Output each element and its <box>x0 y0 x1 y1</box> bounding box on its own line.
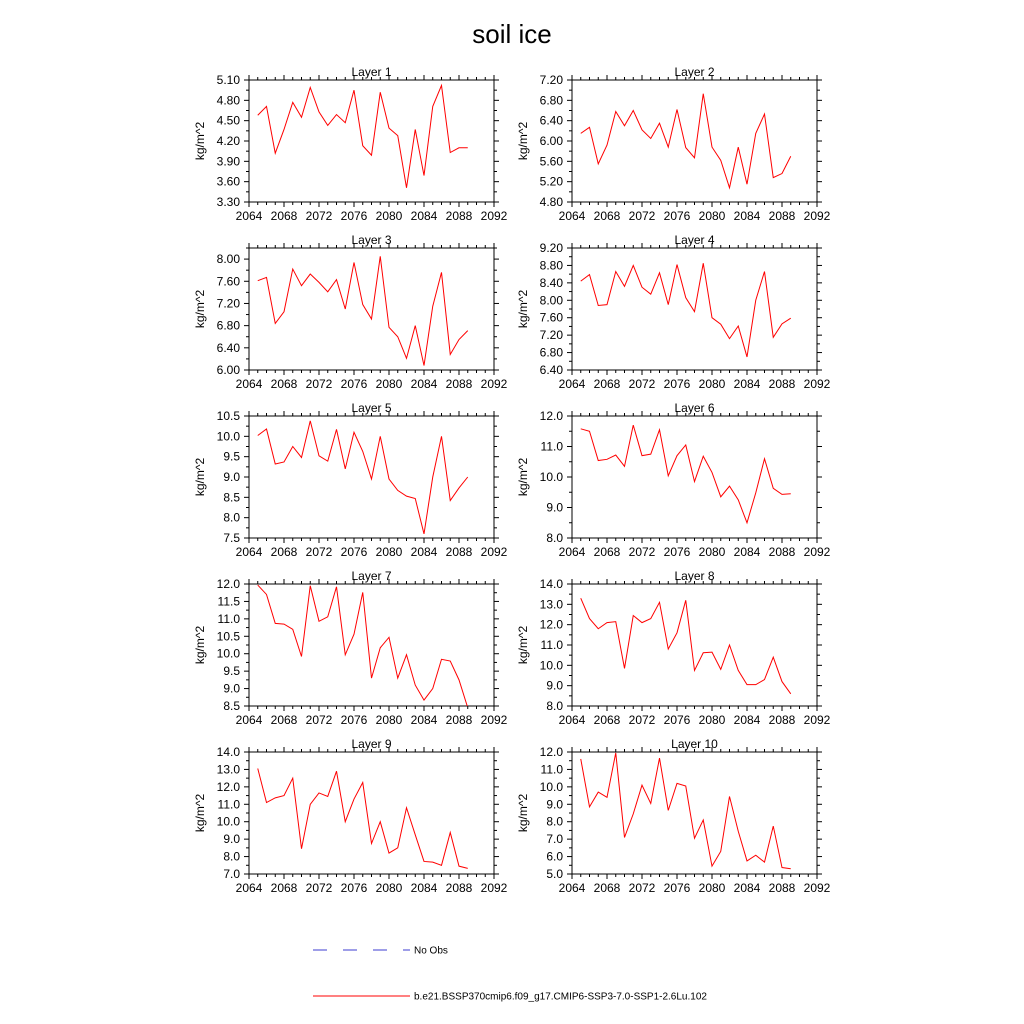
y-tick-label: 8.80 <box>539 258 563 273</box>
y-tick-label: 10.5 <box>216 409 240 423</box>
y-tick-label: 7.20 <box>539 73 563 87</box>
y-axis-label: kg/m^2 <box>516 289 530 329</box>
y-tick-label: 10.0 <box>216 646 240 661</box>
x-tick-label: 2084 <box>410 881 438 895</box>
x-tick-label: 2080 <box>375 545 403 559</box>
x-tick-label: 2088 <box>445 377 473 391</box>
x-tick-label: 2092 <box>480 713 508 727</box>
y-tick-label: 3.30 <box>216 195 240 209</box>
y-tick-label: 6.00 <box>539 134 563 148</box>
y-tick-label: 11.0 <box>217 797 240 812</box>
y-tick-label: 8.40 <box>539 275 563 290</box>
y-tick-label: 11.0 <box>217 611 240 626</box>
y-axis-label: kg/m^2 <box>193 625 207 665</box>
y-tick-label: 4.80 <box>539 195 563 209</box>
x-tick-label: 2072 <box>305 713 333 727</box>
x-tick-label: 2064 <box>235 545 263 559</box>
panel-title: Layer 10 <box>671 737 718 751</box>
x-tick-label: 2076 <box>340 881 368 895</box>
y-tick-label: 6.00 <box>216 363 240 377</box>
figure-title: soil ice <box>472 19 552 49</box>
y-tick-label: 8.0 <box>546 814 563 829</box>
y-tick-label: 6.0 <box>546 849 563 864</box>
y-tick-label: 8.00 <box>216 252 240 267</box>
y-axis-label: kg/m^2 <box>516 121 530 161</box>
x-tick-label: 2076 <box>663 209 691 223</box>
x-tick-label: 2072 <box>305 881 333 895</box>
y-tick-label: 8.0 <box>223 849 240 864</box>
y-tick-label: 7.60 <box>539 310 563 325</box>
y-tick-label: 12.0 <box>539 745 563 759</box>
y-tick-label: 13.0 <box>539 597 563 612</box>
y-axis-label: kg/m^2 <box>516 625 530 665</box>
x-tick-label: 2068 <box>270 377 298 391</box>
x-tick-label: 2068 <box>270 713 298 727</box>
panel-title: Layer 8 <box>674 569 715 583</box>
y-tick-label: 7.20 <box>539 328 563 343</box>
y-tick-label: 11.0 <box>540 439 563 454</box>
y-tick-label: 8.5 <box>223 699 240 713</box>
x-tick-label: 2084 <box>733 545 761 559</box>
x-tick-label: 2092 <box>480 545 508 559</box>
y-tick-label: 7.60 <box>216 274 240 289</box>
y-tick-label: 9.20 <box>539 241 563 255</box>
y-tick-label: 8.0 <box>546 699 563 713</box>
y-axis-label: kg/m^2 <box>193 457 207 497</box>
x-tick-label: 2076 <box>663 881 691 895</box>
legend-label-2: b.e21.BSSP370cmip6.f09_g17.CMIP6-SSP3-7.0-SSP1-2.6Lu.102 <box>414 991 707 1003</box>
y-tick-label: 12.0 <box>539 617 563 632</box>
x-tick-label: 2080 <box>698 545 726 559</box>
x-tick-label: 2068 <box>593 209 621 223</box>
y-tick-label: 5.10 <box>216 73 240 87</box>
panel-title: Layer 9 <box>351 737 392 751</box>
x-tick-label: 2068 <box>593 713 621 727</box>
x-tick-label: 2076 <box>663 713 691 727</box>
y-tick-label: 10.0 <box>539 470 563 484</box>
x-tick-label: 2064 <box>235 713 263 727</box>
y-tick-label: 9.0 <box>546 500 563 515</box>
x-tick-label: 2076 <box>663 545 691 559</box>
x-tick-label: 2076 <box>663 377 691 391</box>
y-tick-label: 3.90 <box>216 154 240 169</box>
y-tick-label: 5.20 <box>539 174 563 189</box>
y-tick-label: 5.60 <box>539 154 563 169</box>
x-tick-label: 2088 <box>445 209 473 223</box>
y-tick-label: 9.0 <box>546 797 563 812</box>
panel-title: Layer 5 <box>351 401 392 415</box>
x-tick-label: 2088 <box>768 545 796 559</box>
panel-title: Layer 2 <box>674 65 715 79</box>
y-tick-label: 13.0 <box>216 762 240 777</box>
x-tick-label: 2068 <box>593 377 621 391</box>
x-tick-label: 2076 <box>340 713 368 727</box>
y-tick-label: 4.80 <box>216 93 240 108</box>
x-tick-label: 2072 <box>628 209 656 223</box>
x-tick-label: 2092 <box>803 209 831 223</box>
y-axis-label: kg/m^2 <box>516 793 530 833</box>
x-tick-label: 2092 <box>803 713 831 727</box>
y-tick-label: 11.5 <box>217 594 240 609</box>
y-tick-label: 3.60 <box>216 174 240 189</box>
x-tick-label: 2080 <box>698 881 726 895</box>
y-tick-label: 9.5 <box>223 664 240 679</box>
x-tick-label: 2072 <box>628 881 656 895</box>
y-axis-label: kg/m^2 <box>193 793 207 833</box>
x-tick-label: 2092 <box>480 881 508 895</box>
x-tick-label: 2080 <box>375 881 403 895</box>
x-tick-label: 2064 <box>558 713 586 727</box>
x-tick-label: 2076 <box>340 545 368 559</box>
x-tick-label: 2068 <box>593 881 621 895</box>
y-tick-label: 6.40 <box>216 340 240 355</box>
x-tick-label: 2084 <box>733 209 761 223</box>
x-tick-label: 2068 <box>270 209 298 223</box>
x-tick-label: 2080 <box>375 377 403 391</box>
x-tick-label: 2092 <box>803 881 831 895</box>
y-tick-label: 8.00 <box>539 293 563 308</box>
y-tick-label: 9.0 <box>546 678 563 693</box>
y-tick-label: 4.20 <box>216 134 240 148</box>
x-tick-label: 2092 <box>480 377 508 391</box>
y-axis-label: kg/m^2 <box>193 121 207 161</box>
y-tick-label: 14.0 <box>216 745 240 759</box>
y-tick-label: 10.0 <box>539 779 563 794</box>
y-tick-label: 8.5 <box>223 490 240 505</box>
x-tick-label: 2088 <box>445 713 473 727</box>
y-tick-label: 10.0 <box>216 814 240 829</box>
x-tick-label: 2084 <box>733 713 761 727</box>
x-tick-label: 2088 <box>768 713 796 727</box>
x-tick-label: 2088 <box>768 209 796 223</box>
y-axis-label: kg/m^2 <box>516 457 530 497</box>
x-tick-label: 2084 <box>410 377 438 391</box>
x-tick-label: 2064 <box>235 881 263 895</box>
x-tick-label: 2064 <box>558 881 586 895</box>
y-tick-label: 6.40 <box>539 113 563 128</box>
y-tick-label: 6.80 <box>539 93 563 108</box>
x-tick-label: 2064 <box>558 377 586 391</box>
y-tick-label: 8.0 <box>223 510 240 525</box>
x-tick-label: 2080 <box>375 209 403 223</box>
y-tick-label: 12.0 <box>216 779 240 794</box>
x-tick-label: 2064 <box>558 209 586 223</box>
panel-title: Layer 3 <box>351 233 392 247</box>
x-tick-label: 2068 <box>270 545 298 559</box>
x-tick-label: 2080 <box>698 713 726 727</box>
x-tick-label: 2092 <box>480 209 508 223</box>
y-tick-label: 12.0 <box>216 577 240 591</box>
y-tick-label: 9.5 <box>223 449 240 464</box>
panel-title: Layer 4 <box>674 233 715 247</box>
y-tick-label: 7.20 <box>216 296 240 311</box>
y-tick-label: 14.0 <box>539 577 563 591</box>
legend-label-1: No Obs <box>414 945 448 957</box>
x-tick-label: 2092 <box>803 377 831 391</box>
y-axis-label: kg/m^2 <box>193 289 207 329</box>
x-tick-label: 2072 <box>305 209 333 223</box>
x-tick-label: 2088 <box>768 881 796 895</box>
x-tick-label: 2088 <box>445 881 473 895</box>
x-tick-label: 2064 <box>558 545 586 559</box>
y-tick-label: 10.0 <box>216 429 240 444</box>
x-tick-label: 2088 <box>768 377 796 391</box>
y-tick-label: 12.0 <box>539 409 563 423</box>
y-tick-label: 8.0 <box>546 531 563 545</box>
y-tick-label: 9.0 <box>223 681 240 696</box>
y-tick-label: 11.0 <box>540 762 563 777</box>
x-tick-label: 2080 <box>698 377 726 391</box>
y-tick-label: 9.0 <box>223 470 240 484</box>
panel-title: Layer 7 <box>351 569 392 583</box>
y-tick-label: 9.0 <box>223 832 240 847</box>
y-tick-label: 7.0 <box>223 867 240 881</box>
y-tick-label: 4.50 <box>216 113 240 128</box>
x-tick-label: 2084 <box>410 545 438 559</box>
x-tick-label: 2072 <box>628 545 656 559</box>
y-tick-label: 10.5 <box>216 629 240 644</box>
y-tick-label: 7.0 <box>546 832 563 847</box>
x-tick-label: 2072 <box>628 377 656 391</box>
x-tick-label: 2072 <box>305 377 333 391</box>
x-tick-label: 2072 <box>305 545 333 559</box>
x-tick-label: 2084 <box>410 209 438 223</box>
x-tick-label: 2084 <box>410 713 438 727</box>
y-tick-label: 7.5 <box>223 531 240 545</box>
x-tick-label: 2068 <box>270 881 298 895</box>
x-tick-label: 2088 <box>445 545 473 559</box>
x-tick-label: 2080 <box>698 209 726 223</box>
x-tick-label: 2080 <box>375 713 403 727</box>
y-tick-label: 11.0 <box>540 638 563 652</box>
x-tick-label: 2064 <box>235 209 263 223</box>
x-tick-label: 2076 <box>340 209 368 223</box>
x-tick-label: 2064 <box>235 377 263 391</box>
x-tick-label: 2072 <box>628 713 656 727</box>
x-tick-label: 2068 <box>593 545 621 559</box>
panel-title: Layer 6 <box>674 401 715 415</box>
x-tick-label: 2092 <box>803 545 831 559</box>
y-tick-label: 5.0 <box>546 867 563 881</box>
y-tick-label: 10.0 <box>539 658 563 673</box>
y-tick-label: 6.80 <box>216 318 240 333</box>
x-tick-label: 2084 <box>733 881 761 895</box>
panel-title: Layer 1 <box>351 65 392 79</box>
x-tick-label: 2084 <box>733 377 761 391</box>
x-tick-label: 2076 <box>340 377 368 391</box>
y-tick-label: 6.40 <box>539 363 563 377</box>
y-tick-label: 6.80 <box>539 345 563 360</box>
